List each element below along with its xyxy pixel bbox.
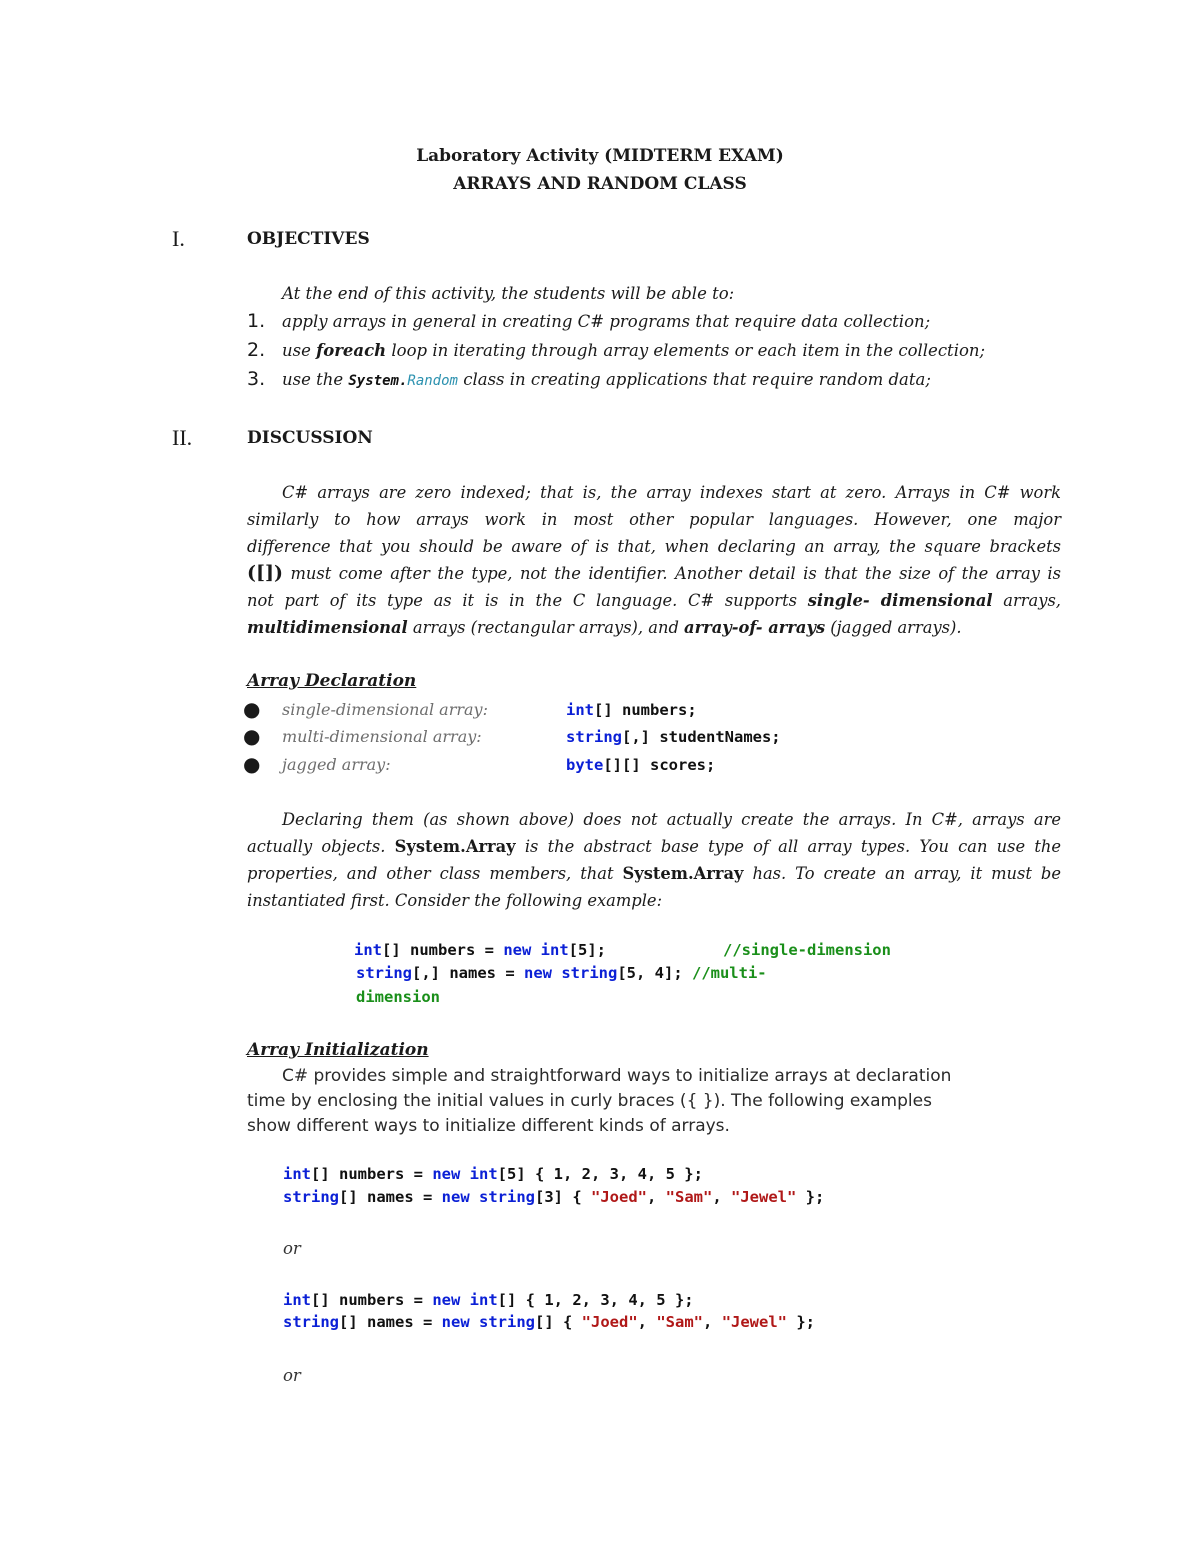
paragraph-line: time by enclosing the initial values in curly braces ({ }). The following examples (247, 1091, 932, 1111)
objective-keyword: foreach (316, 341, 387, 360)
initialization-paragraph (247, 1064, 1061, 1139)
paragraph-text: not part of its type as it is in the C language. C# supports (247, 591, 808, 610)
paragraph-text: properties, and other class members, that (247, 864, 623, 883)
paragraph-line (247, 614, 1061, 641)
objective-item (282, 370, 931, 389)
code-text (552, 964, 561, 982)
code-text: [,] names = (412, 964, 524, 982)
code-line (356, 964, 767, 982)
code-text: , (637, 1313, 657, 1331)
document-subtitle: ARRAYS AND RANDOM CLASS (453, 174, 747, 194)
declaration-code (566, 701, 697, 719)
objective-text: use (282, 341, 317, 360)
code-line (283, 1291, 694, 1309)
objective-text: loop in iterating through array elements or each item in the collection; (386, 341, 986, 360)
code-text: , (703, 1313, 722, 1331)
paragraph-term: multidimensional (247, 618, 408, 637)
objective-number: 1. (247, 310, 266, 332)
paragraph-term: System.Array (622, 864, 744, 883)
objective-code: System. (348, 373, 408, 389)
code-text (531, 941, 540, 959)
code-text: , (647, 1188, 666, 1206)
document-title: Laboratory Activity (MIDTERM EXAM) (416, 146, 784, 166)
paragraph-line (247, 860, 1061, 887)
code-keyword: int (354, 941, 382, 959)
code-text: [] { (535, 1313, 582, 1331)
code-text: }; (787, 1313, 816, 1331)
code-text: [] numbers = (382, 941, 504, 959)
declaration-label: single-dimensional array: (282, 700, 488, 719)
code-string: "Joed" (591, 1188, 647, 1206)
objective-text: class in creating applications that require random data; (457, 370, 931, 389)
code-keyword: string (479, 1188, 535, 1206)
code-keyword: byte (566, 756, 604, 774)
code-text: }; (796, 1188, 825, 1206)
declaration-code (566, 728, 781, 746)
code-keyword: int (540, 941, 569, 959)
paragraph-text: is the abstract base type of all array types. You can use the (515, 837, 1061, 856)
paragraph-text: (jagged arrays). (825, 618, 962, 637)
code-line (283, 1313, 815, 1331)
code-keyword: new (503, 941, 532, 959)
objective-number: 3. (247, 368, 266, 390)
code-line (354, 941, 606, 959)
code-keyword: new (441, 1188, 470, 1206)
code-text: [][] scores; (603, 756, 716, 774)
paragraph-text: actually objects. (247, 837, 395, 856)
code-text: [] numbers = (311, 1291, 433, 1309)
objectives-intro: At the end of this activity, the students will be able to: (282, 284, 735, 303)
discussion-paragraph-2 (247, 806, 1061, 914)
code-keyword: string (561, 964, 618, 982)
code-text: [] names = (339, 1188, 442, 1206)
array-declaration-heading: Array Declaration (247, 671, 417, 691)
objective-item: apply arrays in general in creating C# programs that require data collection; (282, 312, 931, 331)
declaration-label: jagged array: (282, 755, 391, 774)
code-line (283, 1165, 703, 1183)
code-text: [5] { 1, 2, 3, 4, 5 }; (497, 1165, 703, 1183)
code-text (460, 1165, 469, 1183)
declaration-label: multi-dimensional array: (282, 727, 482, 746)
code-string: "Joed" (581, 1313, 638, 1331)
paragraph-text: must come after the type, not the identifier. Another detail is that the size of the array is (282, 564, 1061, 583)
code-keyword: int (566, 701, 594, 719)
section-numeral-discussion: II. (172, 425, 193, 450)
code-keyword: new (523, 964, 552, 982)
bullet-icon: ● (243, 724, 261, 748)
code-text: [5]; (568, 941, 606, 959)
code-text: [3] { (535, 1188, 591, 1206)
bullet-icon: ● (243, 697, 261, 721)
paragraph-line: instantiated first. Consider the following example: (247, 891, 663, 910)
bullet-icon: ● (243, 752, 261, 776)
code-text (470, 1188, 479, 1206)
code-keyword: new (432, 1291, 461, 1309)
section-heading-discussion: DISCUSSION (247, 428, 373, 448)
code-keyword: string (479, 1313, 535, 1331)
code-text: [] { 1, 2, 3, 4, 5 }; (497, 1291, 694, 1309)
code-text: [] numbers; (594, 701, 697, 719)
paragraph-line (247, 833, 1061, 860)
code-keyword: string (283, 1313, 339, 1331)
paragraph-line: Declaring them (as shown above) does not actually create the arrays. In C#, arrays are (282, 810, 1061, 829)
code-string: "Jewel" (721, 1313, 788, 1331)
objective-item (282, 341, 985, 360)
code-keyword: int (283, 1165, 311, 1183)
section-numeral-objectives: I. (172, 226, 185, 251)
code-comment: //single-dimension (723, 941, 891, 959)
code-keyword: new (441, 1313, 470, 1331)
code-comment: //multi- (691, 964, 767, 982)
code-text: [5, 4]; (617, 964, 692, 982)
paragraph-line (247, 587, 1061, 614)
or-separator: or (283, 1366, 301, 1385)
code-text: [,] studentNames; (622, 728, 781, 746)
paragraph-line: C# provides simple and straightforward ways to initialize arrays at declaration (282, 1066, 952, 1086)
code-keyword: int (283, 1291, 311, 1309)
section-heading-objectives: OBJECTIVES (247, 229, 370, 249)
code-keyword: new (432, 1165, 461, 1183)
code-keyword: string (356, 964, 412, 982)
paragraph-line (247, 560, 1061, 587)
code-text (470, 1313, 479, 1331)
code-text (460, 1291, 469, 1309)
discussion-paragraph-1 (247, 479, 1061, 641)
code-keyword: int (469, 1291, 498, 1309)
or-separator: or (283, 1239, 301, 1258)
code-line (283, 1188, 824, 1206)
paragraph-term: System.Array (394, 837, 516, 856)
code-string: "Jewel" (731, 1188, 797, 1206)
array-initialization-heading: Array Initialization (247, 1040, 429, 1060)
brackets-symbol: ([]) (247, 562, 283, 584)
objective-text: use the (282, 370, 349, 389)
code-text: [] names = (339, 1313, 442, 1331)
objective-code-class: Random (407, 373, 458, 389)
code-keyword: int (469, 1165, 498, 1183)
code-comment: dimension (356, 988, 440, 1006)
code-string: "Sam" (665, 1188, 713, 1206)
paragraph-line: show different ways to initialize different kinds of arrays. (247, 1116, 730, 1136)
code-text: , (712, 1188, 732, 1206)
paragraph-text: arrays, (992, 591, 1061, 610)
paragraph-term: single- dimensional (807, 591, 993, 610)
objective-number: 2. (247, 339, 266, 361)
paragraph-text: arrays (rectangular arrays), and (407, 618, 685, 637)
code-string: "Sam" (656, 1313, 704, 1331)
paragraph-line: difference that you should be aware of is that, when declaring an array, the square brackets (247, 537, 1061, 556)
code-keyword: string (566, 728, 622, 746)
paragraph-text: has. To create an array, it must be (743, 864, 1061, 883)
code-keyword: string (283, 1188, 339, 1206)
code-text: [] numbers = (311, 1165, 433, 1183)
declaration-code (566, 756, 715, 774)
paragraph-line: C# arrays are zero indexed; that is, the array indexes start at zero. Arrays in C# work (282, 483, 1061, 502)
paragraph-line: similarly to how arrays work in most other popular languages. However, one major (247, 510, 1061, 529)
paragraph-term: array-of- arrays (684, 618, 826, 637)
